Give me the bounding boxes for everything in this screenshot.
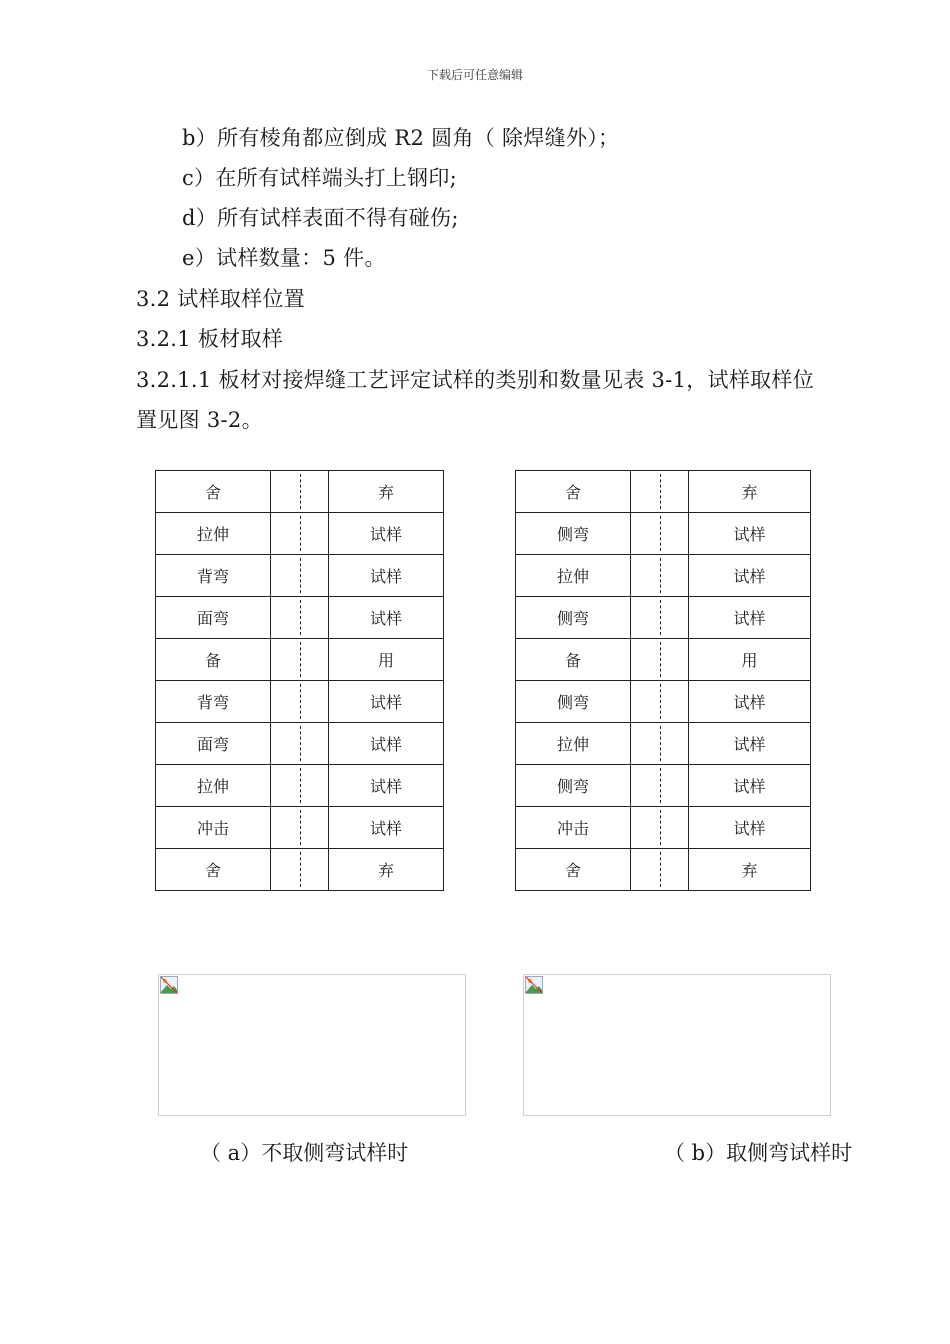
- section-3-2-heading: 3.2 试样取样位置: [136, 287, 306, 311]
- table-row: [516, 555, 811, 597]
- figure-a-caption: （ a）不取侧弯试样时: [200, 1141, 409, 1165]
- table-cell-centerline: [631, 765, 689, 807]
- table-cell-right: 试样: [689, 807, 811, 849]
- table-row: [516, 513, 811, 555]
- table-cell-right: 试样: [689, 723, 811, 765]
- table-cell-right: 试样: [689, 597, 811, 639]
- table-cell-centerline: [631, 513, 689, 555]
- section-3-2-1-heading: 3.2.1 板材取样: [136, 327, 284, 351]
- table-row: [516, 471, 811, 513]
- table-cell-centerline: [271, 471, 329, 513]
- table-cell-left: 备: [516, 639, 631, 681]
- table-row: [156, 765, 444, 807]
- table-cell-left: 侧弯: [516, 513, 631, 555]
- table-row: [156, 597, 444, 639]
- table-cell-centerline: [271, 555, 329, 597]
- table-cell-right: 试样: [329, 555, 444, 597]
- table-cell-right: 试样: [689, 765, 811, 807]
- table-cell-left: 侧弯: [516, 597, 631, 639]
- item-c: c）在所有试样端头打上钢印;: [182, 166, 458, 190]
- table-cell-left: 背弯: [156, 681, 271, 723]
- table-cell-centerline: [631, 471, 689, 513]
- figure-b-caption: （ b）取侧弯试样时: [664, 1141, 853, 1165]
- table-cell-centerline: [631, 639, 689, 681]
- table-cell-right: 弃: [689, 849, 811, 891]
- broken-image-icon: [525, 976, 543, 994]
- table-cell-left: 拉伸: [156, 513, 271, 555]
- table-cell-left: 舍: [516, 471, 631, 513]
- table-cell-right: 试样: [329, 513, 444, 555]
- table-cell-right: 弃: [329, 849, 444, 891]
- table-row: [516, 597, 811, 639]
- table-cell-left: 舍: [156, 471, 271, 513]
- table-cell-right: 试样: [329, 807, 444, 849]
- table-cell-centerline: [271, 765, 329, 807]
- table-row: [516, 681, 811, 723]
- table-cell-left: 冲击: [156, 807, 271, 849]
- broken-image-icon: [160, 976, 178, 994]
- table-row: [156, 681, 444, 723]
- table-row: [516, 849, 811, 891]
- table-cell-centerline: [631, 681, 689, 723]
- table-row: [516, 639, 811, 681]
- table-row: [516, 807, 811, 849]
- table-row: [156, 513, 444, 555]
- table-cell-centerline: [271, 849, 329, 891]
- sample-layout-table-left: [155, 470, 444, 891]
- table-cell-right: 试样: [329, 597, 444, 639]
- figure-a-placeholder: [158, 974, 466, 1116]
- table-cell-left: 备: [156, 639, 271, 681]
- table-cell-left: 背弯: [156, 555, 271, 597]
- item-b: b）所有棱角都应倒成 R2 圆角（ 除焊缝外）；: [182, 126, 620, 150]
- table-cell-right: 试样: [689, 555, 811, 597]
- sample-layout-table-right: [515, 470, 811, 891]
- table-cell-left: 舍: [156, 849, 271, 891]
- item-d: d）所有试样表面不得有碰伤;: [182, 206, 459, 230]
- table-cell-right: 用: [689, 639, 811, 681]
- paragraph-3-2-1-1-line2: 置见图 3-2。: [136, 408, 263, 432]
- table-cell-centerline: [271, 513, 329, 555]
- table-row: [516, 723, 811, 765]
- table-cell-centerline: [631, 849, 689, 891]
- table-cell-right: 试样: [329, 765, 444, 807]
- table-cell-right: 试样: [689, 513, 811, 555]
- table-cell-left: 侧弯: [516, 765, 631, 807]
- table-cell-left: 侧弯: [516, 681, 631, 723]
- table-row: [156, 639, 444, 681]
- table-cell-left: 面弯: [156, 597, 271, 639]
- table-cell-right: 用: [329, 639, 444, 681]
- paragraph-3-2-1-1-line1: 3.2.1.1 板材对接焊缝工艺评定试样的类别和数量见表 3-1，试样取样位: [136, 368, 815, 392]
- table-cell-centerline: [271, 681, 329, 723]
- table-cell-left: 面弯: [156, 723, 271, 765]
- table-row: [516, 765, 811, 807]
- table-cell-right: 试样: [689, 681, 811, 723]
- table-cell-right: 弃: [689, 471, 811, 513]
- table-cell-centerline: [631, 597, 689, 639]
- table-row: [156, 807, 444, 849]
- table-cell-right: 试样: [329, 681, 444, 723]
- table-cell-left: 冲击: [516, 807, 631, 849]
- table-cell-centerline: [271, 723, 329, 765]
- table-cell-left: 舍: [516, 849, 631, 891]
- table-row: [156, 471, 444, 513]
- table-cell-centerline: [631, 555, 689, 597]
- table-cell-centerline: [271, 639, 329, 681]
- table-cell-left: 拉伸: [516, 723, 631, 765]
- table-cell-centerline: [631, 807, 689, 849]
- table-cell-centerline: [271, 597, 329, 639]
- table-row: [156, 723, 444, 765]
- table-row: [156, 555, 444, 597]
- table-cell-centerline: [271, 807, 329, 849]
- figure-b-placeholder: [523, 974, 831, 1116]
- table-cell-centerline: [631, 723, 689, 765]
- item-e: e）试样数量：5 件。: [182, 246, 386, 270]
- table-row: [156, 849, 444, 891]
- table-cell-left: 拉伸: [156, 765, 271, 807]
- table-cell-right: 弃: [329, 471, 444, 513]
- page-header: 下载后可任意编辑: [426, 68, 523, 82]
- table-cell-right: 试样: [329, 723, 444, 765]
- table-cell-left: 拉伸: [516, 555, 631, 597]
